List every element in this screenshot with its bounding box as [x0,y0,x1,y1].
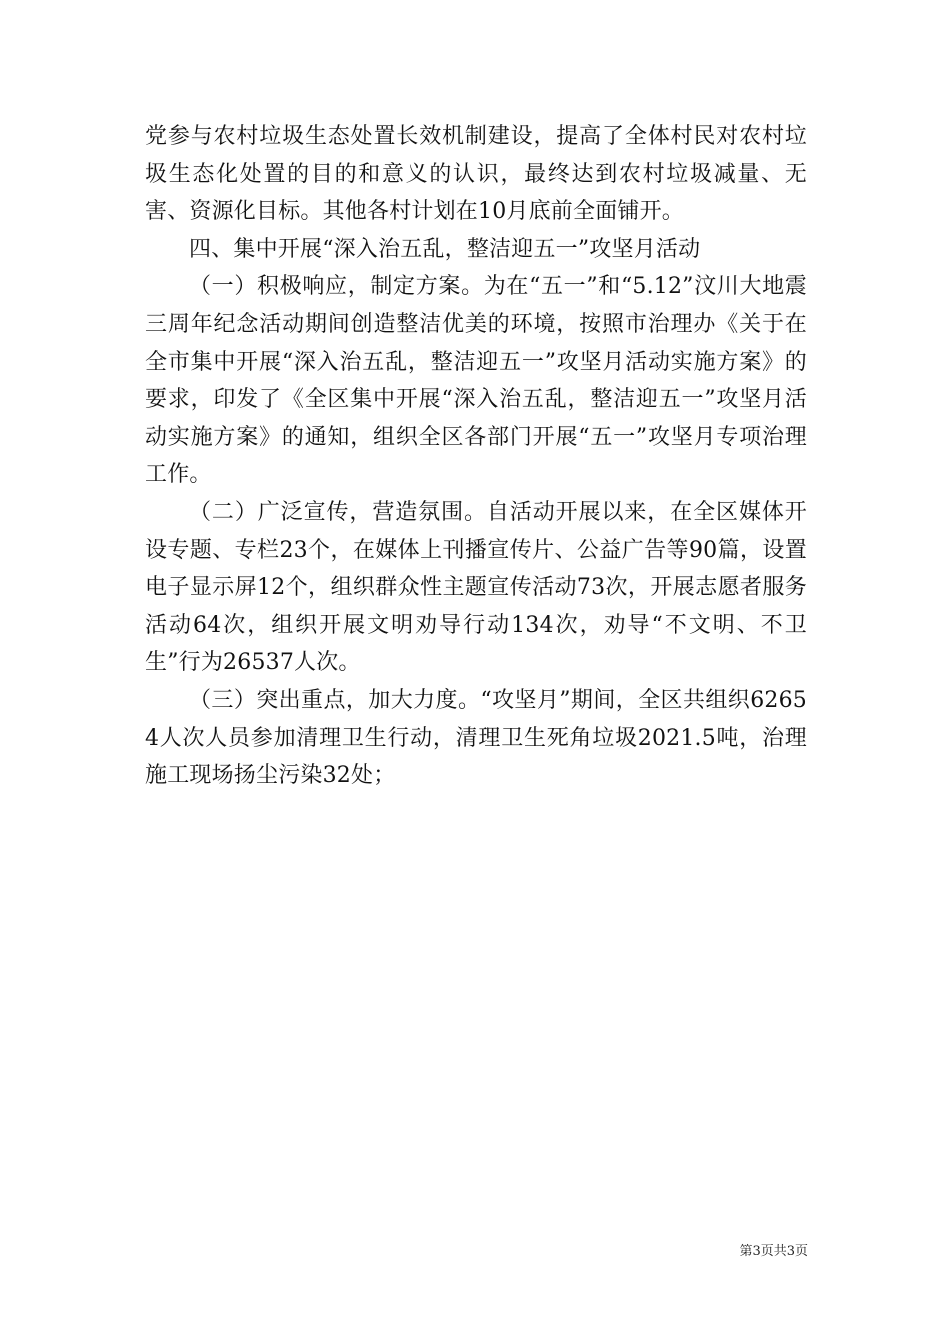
page-number-footer: 第3页共3页 [739,1244,808,1259]
section-heading-four: 四、集中开展“深入治五乱，整洁迎五一”攻坚月活动 [189,236,701,262]
paragraph-continuation: 党参与农村垃圾生态处置长效机制建设，提高了全体村民对农村垃圾生态化处置的目的和意义的认识，最终达到农村垃圾减量、无害、资源化目标。其他各村计划在10月底前全面铺开。 [145,124,807,225]
document-body [145,118,807,795]
paragraph-respond-plan: （一）积极响应，制定方案。为在“五一”和“5.12”汶川大地震三周年纪念活动期间创造整洁优美的环境，按照市治理办《关于在全市集中开展“深入治五乱，整洁迎五一”攻坚月活动实施方案》的要求，印发了《全区集中开展“深入治五乱，整洁迎五一”攻坚月活动实施方案》的通知，组织全区各部门开展“五一”攻坚月专项治理工作。 [145,274,807,488]
paragraph-publicity: （二）广泛宣传，营造氛围。自活动开展以来，在全区媒体开设专题、专栏23个，在媒体上刊播宣传片、公益广告等90篇，设置电子显示屏12个，组织群众性主题宣传活动73次，开展志愿者服务活动64次，组织开展文明劝导行动134次，劝导“不文明、不卫生”行为26537人次。 [145,499,807,676]
paragraph-key-points: （三）突出重点，加大力度。“攻坚月”期间，全区共组织62654人次人员参加清理卫生行动，清理卫生死角垃圾2021.5吨，治理施工现场扬尘污染32处； [145,687,807,789]
